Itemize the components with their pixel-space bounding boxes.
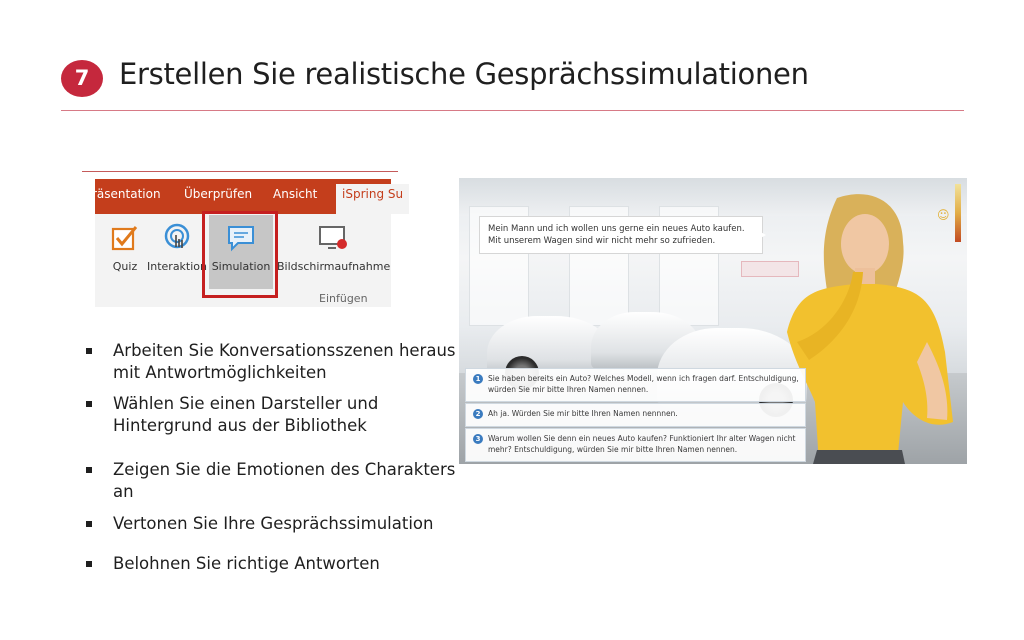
list-item: Vertonen Sie Ihre Gesprächssimulation bbox=[86, 513, 456, 535]
quiz-checkbox-icon bbox=[110, 223, 140, 253]
quiz-button[interactable] bbox=[105, 215, 145, 289]
answer-option-2[interactable] bbox=[465, 403, 806, 427]
answer-number-badge: 2 bbox=[473, 409, 483, 419]
bullet-square-icon bbox=[86, 467, 92, 473]
smiley-icon: ☺ bbox=[937, 208, 950, 222]
interaction-label: Interaktion bbox=[147, 260, 208, 273]
answer-number-badge: 1 bbox=[473, 374, 483, 384]
screen-record-button[interactable] bbox=[277, 215, 389, 289]
simulation-preview bbox=[459, 178, 967, 464]
slide-title: Erstellen Sie realistische Gesprächssimulationen bbox=[119, 57, 809, 91]
answer-text: Ah ja. Würden Sie mir bitte Ihren Namen nennnen. bbox=[488, 409, 678, 418]
list-item: Zeigen Sie die Emotionen des Charakters an bbox=[86, 459, 456, 503]
answer-text: Sie haben bereits ein Auto? Welches Modell, wenn ich fragen darf. Entschuldigung, würden Sie mir bitte Ihren Namen nennen. bbox=[488, 374, 799, 394]
bullet-square-icon bbox=[86, 561, 92, 567]
interaction-button[interactable] bbox=[147, 215, 207, 289]
tab-ispring[interactable]: iSpring Su bbox=[336, 184, 409, 214]
emotion-meter bbox=[955, 184, 961, 242]
bullet-square-icon bbox=[86, 521, 92, 527]
answer-text: Warum wollen Sie denn ein neues Auto kaufen? Funktioniert Ihr alter Wagen nicht mehr? Entschuldigung, würden Sie mir bitte Ihren Namen nennen. bbox=[488, 434, 796, 454]
simulation-highlight-frame bbox=[202, 211, 278, 298]
character-speech-bubble: Mein Mann und ich wollen uns gerne ein neues Auto kaufen. Mit unserem Wagen sind wir nicht mehr so zufrieden. bbox=[479, 216, 763, 254]
bullet-square-icon bbox=[86, 401, 92, 407]
insert-group-label: Einfügen bbox=[319, 292, 368, 305]
list-item: Belohnen Sie richtige Antworten bbox=[86, 553, 456, 575]
ribbon-top-line bbox=[82, 171, 398, 172]
ribbon-tab-bar bbox=[92, 179, 404, 214]
quiz-label: Quiz bbox=[112, 260, 138, 273]
list-item: Arbeiten Sie Konversationsszenen heraus mit Antwortmöglichkeiten bbox=[86, 340, 456, 384]
screen-record-label: Bildschirmaufnahme bbox=[277, 260, 391, 273]
answer-number-badge: 3 bbox=[473, 434, 483, 444]
answer-option-1[interactable] bbox=[465, 368, 806, 402]
answer-option-3[interactable] bbox=[465, 428, 806, 462]
tab-ueberpruefen[interactable]: Überprüfen bbox=[184, 187, 253, 201]
slide-number-badge: 7 bbox=[61, 60, 103, 97]
title-divider bbox=[61, 110, 964, 111]
interaction-touch-icon bbox=[162, 223, 192, 253]
simulation-label: Simulation bbox=[211, 260, 271, 273]
tab-praesentation[interactable]: räsentation bbox=[92, 187, 161, 201]
screen-record-icon bbox=[318, 223, 348, 253]
list-item: Wählen Sie einen Darsteller und Hintergrund aus der Bibliothek bbox=[86, 393, 456, 437]
tab-ansicht[interactable]: Ansicht bbox=[273, 187, 318, 201]
presenter-character-image bbox=[777, 192, 973, 464]
bullet-square-icon bbox=[86, 348, 92, 354]
